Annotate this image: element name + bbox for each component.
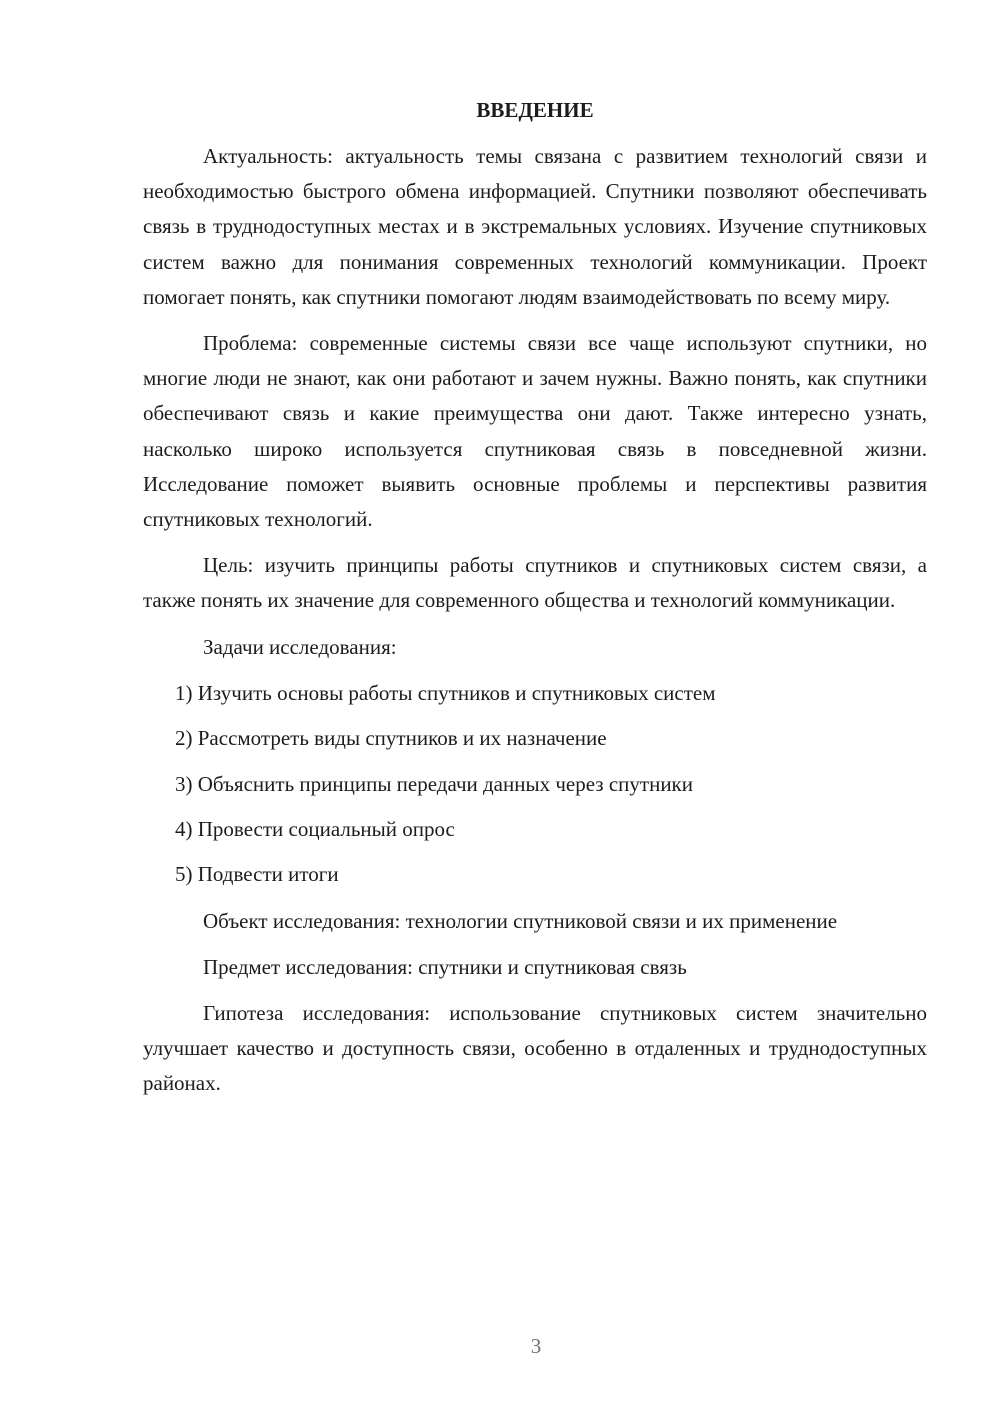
tasks-heading: Задачи исследования: <box>203 634 397 659</box>
task-item: 2) Рассмотреть виды спутников и их назначение <box>175 726 607 751</box>
tasks-list <box>143 676 927 893</box>
page-number: 3 <box>530 1334 542 1358</box>
problem-paragraph: Проблема: современные системы связи все чаще используют спутники, но многие люди не знают, как они работают и зачем нужны. Важно понять, как спутники обеспечивают связь и какие преимущества они дают. Также интересно узнать, насколько широко используется спутниковая связь в повседневной жизни. Исследование поможет выявить основные проблемы и перспективы развития спутниковых технологий. <box>143 331 927 532</box>
task-item: 3) Объяснить принципы передачи данных через спутники <box>175 771 693 796</box>
object-paragraph: Объект исследования: технологии спутниковой связи и их применение <box>203 908 838 933</box>
task-item: 4) Провести социальный опрос <box>175 817 455 842</box>
task-item: 1) Изучить основы работы спутников и спутниковых систем <box>175 680 716 705</box>
section-title: ВВЕДЕНИЕ <box>476 98 594 122</box>
relevance-paragraph: Актуальность: актуальность темы связана с развитием технологий связи и необходимостью быстрого обмена информацией. Спутники позволяют обеспечивать связь в труднодоступных местах и в экстремальных условиях. Изучение спутниковых систем важно для понимания современных технологий коммуникации. Проект помогает понять, как спутники помогают людям взаимодействовать по всему миру. <box>143 144 927 309</box>
goal-paragraph: Цель: изучить принципы работы спутников и спутниковых систем связи, а также понять их значение для современного общества и технологий коммуникации. <box>143 553 927 613</box>
hypothesis-paragraph: Гипотеза исследования: использование спутниковых систем значительно улучшает качество и доступность связи, особенно в отдаленных и труднодоступных районах. <box>143 1001 927 1096</box>
subject-paragraph: Предмет исследования: спутники и спутниковая связь <box>203 954 687 979</box>
task-item: 5) Подвести итоги <box>175 862 339 887</box>
document-page <box>143 95 927 1113</box>
